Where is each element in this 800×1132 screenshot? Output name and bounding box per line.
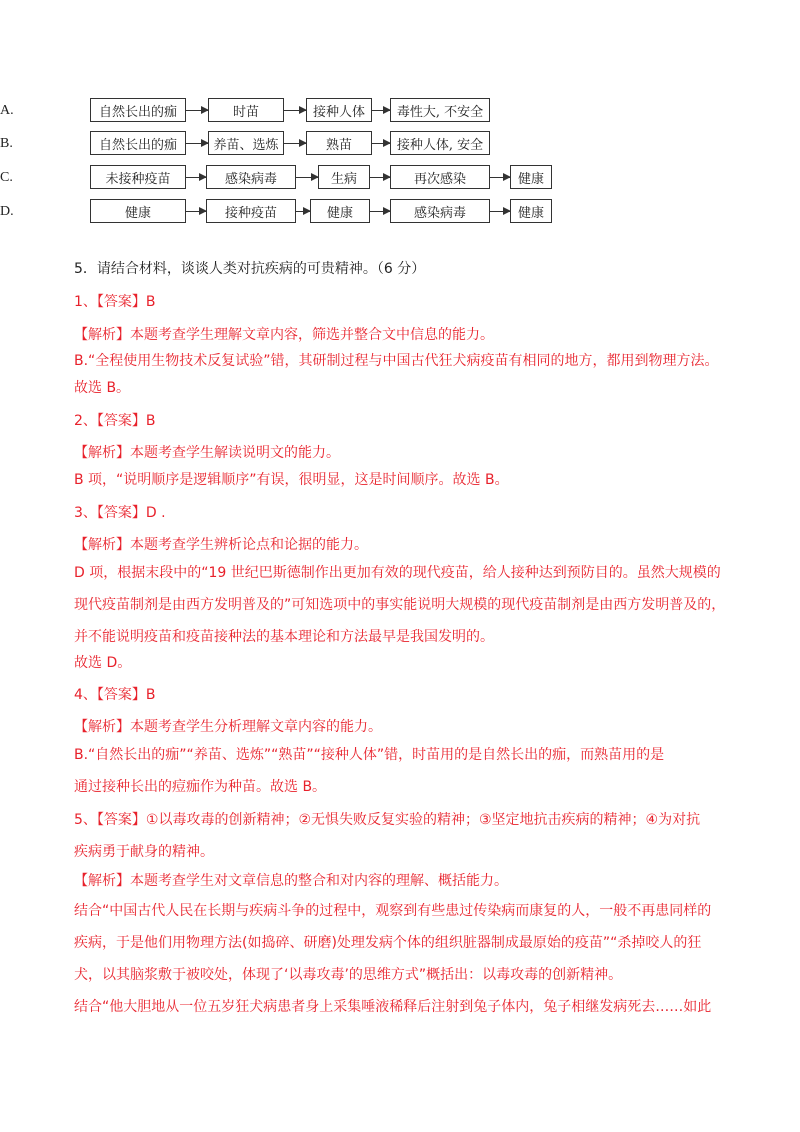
flow-box: 时苗: [208, 98, 284, 122]
answer-4-detail: 通过接种长出的痘痂作为种苗。故选 B。: [74, 779, 327, 795]
arrow-icon: [186, 143, 208, 144]
flow-box: 自然长出的痂: [90, 98, 186, 122]
answer-1-analysis: 【解析】本题考查学生理解文章内容，筛选并整合文中信息的能力。: [74, 327, 494, 343]
answer-4-analysis: 【解析】本题考查学生分析理解文章内容的能力。: [74, 719, 382, 735]
answer-4-head: 4、【答案】B: [74, 687, 156, 703]
option-letter: B.: [0, 136, 13, 151]
flow-box: 感染病毒: [390, 199, 490, 223]
answer-5-detail: 结合“中国古代人民在长期与疾病斗争的过程中，观察到有些患过传染病而康复的人，一般不再患同样的: [74, 903, 712, 919]
flow-box: 健康: [90, 199, 186, 223]
answer-5-detail: 结合“他大胆地从一位五岁狂犬病患者身上采集唾液稀释后注射到兔子体内，兔子相继发病死去……如此: [74, 999, 712, 1015]
flow-box: 毒性大, 不安全: [390, 98, 490, 122]
answer-5-head: 5、【答案】①以毒攻毒的创新精神；②无惧失败反复实验的精神；③坚定地抗击疾病的精神；④为对抗: [74, 812, 701, 828]
answer-3-detail: 现代疫苗制剂是由西方发明普及的”可知选项中的事实能说明大规模的现代疫苗制剂是由西方发明普及的，: [74, 597, 726, 613]
answer-5-detail: 疾病，于是他们用物理方法(如捣碎、研磨)处理发病个体的组织脏器制成最原始的疫苗”“杀掉咬人的狂: [74, 935, 702, 951]
option-letter: A.: [0, 103, 14, 118]
flow-box: 再次感染: [390, 165, 490, 189]
flow-box: 养苗、选炼: [208, 131, 284, 155]
arrow-icon: [370, 211, 390, 212]
flow-box: 健康: [510, 199, 552, 223]
flow-box: 生病: [318, 165, 370, 189]
answer-4-detail: B.“自然长出的痂”“养苗、选炼”“熟苗”“接种人体”错，时苗用的是自然长出的痂，而熟苗用的是: [74, 747, 665, 763]
answer-5-detail: 犬，以其脑浆敷于被咬处，体现了‘以毒攻毒’的思维方式”概括出：以毒攻毒的创新精神。: [74, 967, 623, 983]
option-letter: C.: [0, 170, 13, 185]
flow-box: 感染病毒: [206, 165, 296, 189]
flow-box: 接种疫苗: [206, 199, 296, 223]
answer-3-detail: 并不能说明疫苗和疫苗接种法的基本理论和方法最早是我国发明的。: [74, 629, 494, 645]
arrow-icon: [186, 177, 206, 178]
arrow-icon: [296, 177, 318, 178]
arrow-icon: [372, 143, 390, 144]
arrow-icon: [284, 143, 306, 144]
answer-2-head: 2、【答案】B: [74, 413, 156, 429]
arrow-icon: [284, 110, 306, 111]
answer-5-head: 疾病勇于献身的精神。: [74, 844, 214, 860]
arrow-icon: [370, 177, 390, 178]
question-5: 5．请结合材料，谈谈人类对抗疾病的可贵精神。（6 分）: [74, 261, 426, 277]
answer-1-detail: B.“全程使用生物技术反复试验”错，其研制过程与中国古代狂犬病疫苗有相同的地方，都用到物理方法。: [74, 353, 719, 369]
arrow-icon: [490, 177, 510, 178]
arrow-icon: [372, 110, 390, 111]
flow-box: 未接种疫苗: [90, 165, 186, 189]
answer-3-analysis: 【解析】本题考查学生辨析论点和论据的能力。: [74, 537, 368, 553]
flow-box: 接种人体: [306, 98, 372, 122]
arrow-icon: [490, 211, 510, 212]
flow-box: 健康: [510, 165, 552, 189]
answer-3-detail: 故选 D。: [74, 655, 132, 671]
flow-box: 健康: [310, 199, 370, 223]
flow-box: 熟苗: [306, 131, 372, 155]
flow-box: 自然长出的痂: [90, 131, 186, 155]
answer-2-analysis: 【解析】本题考查学生解读说明文的能力。: [74, 445, 340, 461]
answer-1-detail: 故选 B。: [74, 380, 131, 396]
arrow-icon: [186, 211, 206, 212]
option-letter: D.: [0, 204, 14, 219]
answer-3-head: 3、【答案】D .: [74, 505, 166, 521]
arrow-icon: [186, 110, 208, 111]
flow-box: 接种人体, 安全: [390, 131, 490, 155]
answer-2-detail: B 项，“说明顺序是逻辑顺序”有误，很明显，这是时间顺序。故选 B。: [74, 472, 509, 488]
answer-1-head: 1、【答案】B: [74, 294, 156, 310]
answer-5-analysis: 【解析】本题考查学生对文章信息的整合和对内容的理解、概括能力。: [74, 873, 508, 889]
arrow-icon: [296, 211, 310, 212]
answer-3-detail: D 项，根据末段中的“19 世纪巴斯德制作出更加有效的现代疫苗，给人接种达到预防目的。虽然大规模的: [74, 565, 721, 581]
